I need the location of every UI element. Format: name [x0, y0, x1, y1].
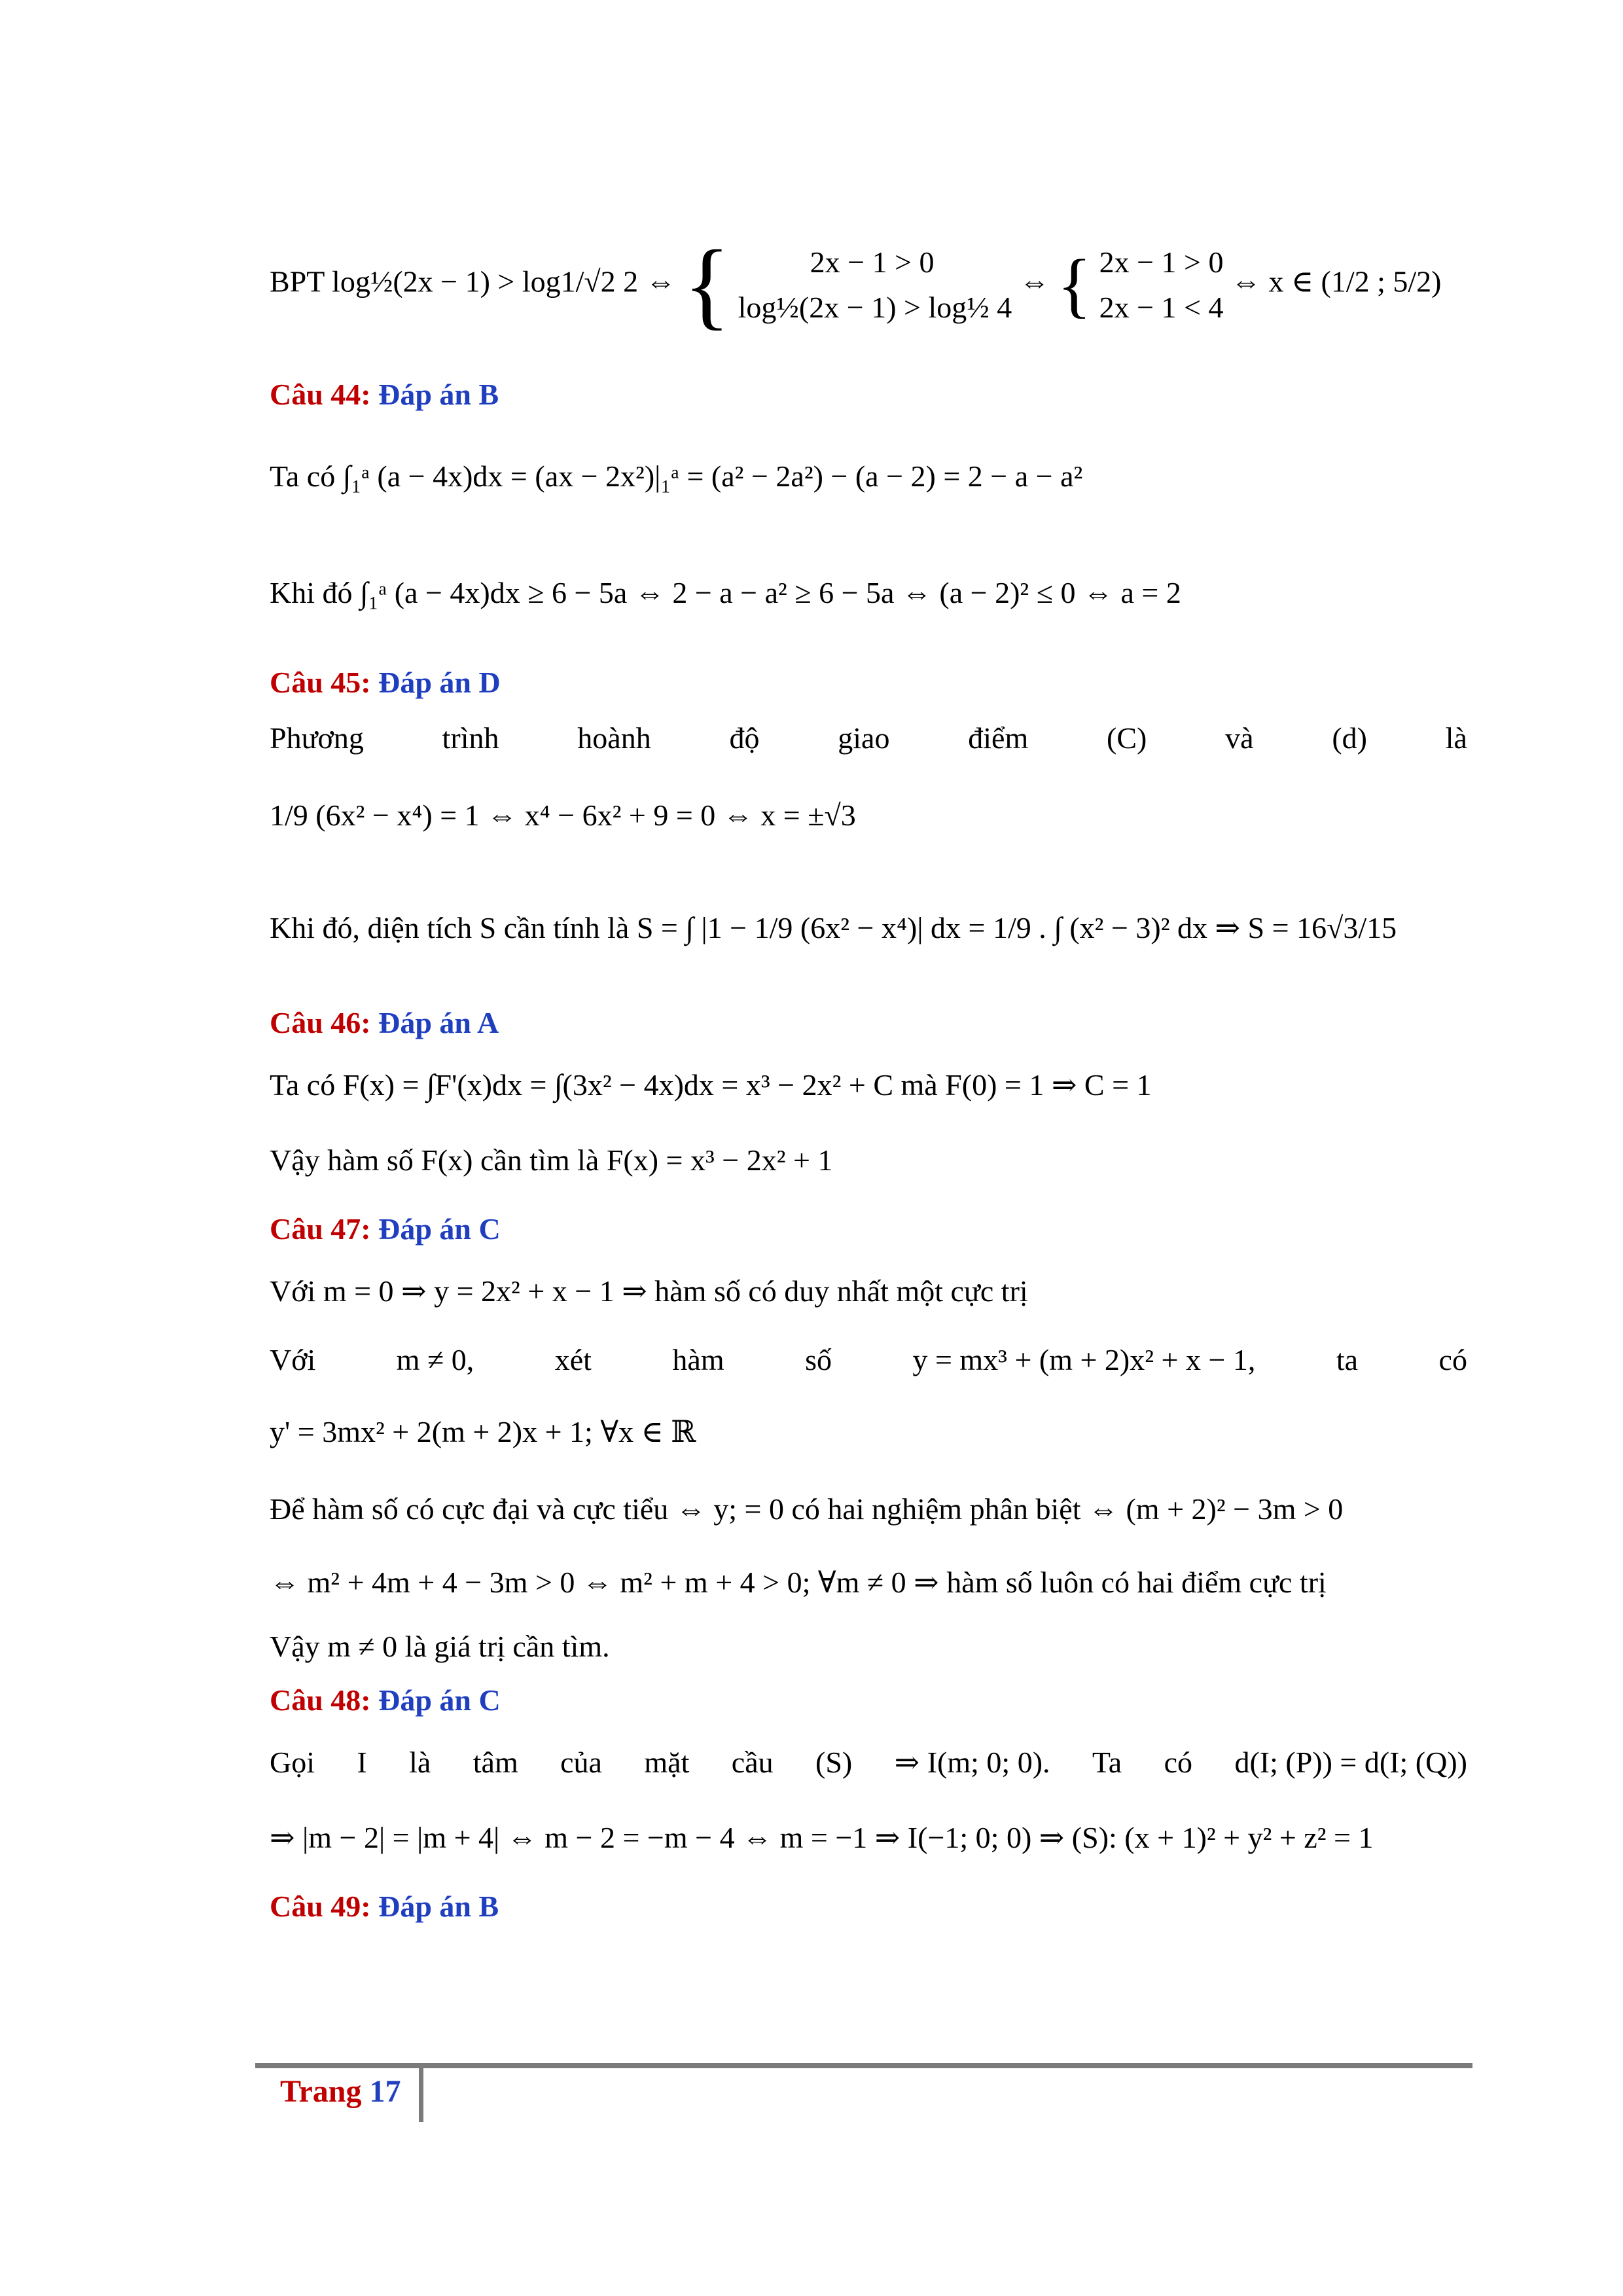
system-1-row-1: 2x − 1 > 0 — [810, 245, 935, 279]
bpt-line — [270, 230, 1467, 339]
answer-label: Đáp án A — [378, 1006, 499, 1039]
footer-tick — [419, 2068, 423, 2122]
word: và — [1225, 721, 1254, 755]
bpt-system-2 — [1099, 240, 1224, 330]
page-number — [280, 2073, 401, 2109]
q45-line-1 — [270, 720, 1467, 756]
system-2-row-2: 2x − 1 < 4 — [1099, 291, 1224, 324]
q47-line-3: y' = 3mx² + 2(m + 2)x + 1; ∀x ∈ ℝ — [270, 1415, 696, 1448]
system-2-row-1: 2x − 1 > 0 — [1099, 245, 1224, 279]
q47-line-2 — [270, 1342, 1467, 1378]
answer-label: Đáp án C — [378, 1683, 501, 1717]
word: điểm — [968, 721, 1029, 755]
q48-line-2: ⇒ |m − 2| = |m + 4| ⇔ m − 2 = −m − 4 ⇔ m = −1 ⇒ I(−1; 0; 0) ⇒ (S): (x + 1)² + y² + z² = 1 — [270, 1821, 1374, 1854]
word: là — [409, 1746, 431, 1779]
word: xét — [554, 1343, 592, 1376]
question-number: Câu 48: — [270, 1683, 371, 1717]
equivalence-sign: ⇔ — [1019, 264, 1050, 298]
word: y = mx³ + (m + 2)x² + x − 1, — [912, 1343, 1256, 1376]
word: Gọi — [270, 1746, 315, 1779]
word: cầu — [731, 1746, 774, 1779]
q46-line-1: Ta có F(x) = ∫F'(x)dx = ∫(3x² − 4x)dx = x³ − 2x² + C mà F(0) = 1 ⇒ C = 1 — [270, 1068, 1152, 1102]
page-label: Trang — [280, 2074, 362, 2109]
word: hàm — [672, 1343, 724, 1376]
word: I — [357, 1746, 367, 1779]
q44-line-2: Khi đó ∫₁ᵃ (a − 4x)dx ≥ 6 − 5a ⇔ 2 − a − a² ≥ 6 − 5a ⇔ (a − 2)² ≤ 0 ⇔ a = 2 — [270, 576, 1181, 609]
question-48-heading — [270, 1682, 1467, 1718]
left-brace-2: { — [1057, 245, 1092, 325]
word: Ta — [1092, 1746, 1122, 1779]
word: (S) — [815, 1746, 853, 1779]
bpt-label: BPT — [270, 264, 325, 298]
question-number: Câu 46: — [270, 1006, 371, 1039]
question-number: Câu 44: — [270, 378, 371, 411]
q48-line-1 — [270, 1744, 1467, 1780]
question-44-heading — [270, 376, 1467, 412]
word: trình — [442, 721, 499, 755]
q44-line-1: Ta có ∫₁ᵃ (a − 4x)dx = (ax − 2x²)|₁ᵃ = (a² − 2a²) − (a − 2) = 2 − a − a² — [270, 459, 1083, 493]
page-number-value: 17 — [369, 2074, 401, 2109]
word: số — [805, 1343, 832, 1376]
answer-label: Đáp án D — [378, 666, 501, 699]
question-47-heading — [270, 1211, 1467, 1247]
word: có — [1438, 1343, 1467, 1376]
question-number: Câu 45: — [270, 666, 371, 699]
word: m ≠ 0, — [396, 1343, 474, 1376]
question-46-heading — [270, 1005, 1467, 1041]
answer-label: Đáp án B — [378, 1890, 499, 1923]
q47-line-6: Vậy m ≠ 0 là giá trị cần tìm. — [270, 1630, 610, 1663]
q47-line-5: ⇔ m² + 4m + 4 − 3m > 0 ⇔ m² + m + 4 > 0; ∀m ≠ 0 ⇒ hàm số luôn có hai điểm cực trị — [270, 1566, 1327, 1599]
question-49-heading — [270, 1888, 1467, 1924]
word: ta — [1336, 1343, 1359, 1376]
answer-label: Đáp án C — [378, 1212, 501, 1246]
word: là — [1445, 721, 1467, 755]
word: Với — [270, 1343, 316, 1376]
word: của — [560, 1746, 602, 1779]
word: Phương — [270, 721, 364, 755]
q47-line-1: Với m = 0 ⇒ y = 2x² + x − 1 ⇒ hàm số có duy nhất một cực trị — [270, 1274, 1028, 1308]
q45-line-2: 1/9 (6x² − x⁴) = 1 ⇔ x⁴ − 6x² + 9 = 0 ⇔ x = ±√3 — [270, 798, 856, 832]
word: d(I; (P)) = d(I; (Q)) — [1234, 1746, 1467, 1779]
q46-line-2: Vậy hàm số F(x) cần tìm là F(x) = x³ − 2x² + 1 — [270, 1143, 833, 1177]
q45-line-3: Khi đó, diện tích S cần tính là S = ∫ |1 − 1/9 (6x² − x⁴)| dx = 1/9 . ∫ (x² − 3)² dx ⇒ S = 16√3/15 — [270, 911, 1397, 944]
left-brace: { — [683, 230, 731, 339]
word: giao — [838, 721, 890, 755]
question-number: Câu 49: — [270, 1890, 371, 1923]
question-45-heading — [270, 664, 1467, 700]
question-number: Câu 47: — [270, 1212, 371, 1246]
system-1-row-2: log½(2x − 1) > log½ 4 — [738, 291, 1012, 324]
word: mặt — [644, 1746, 690, 1779]
answer-label: Đáp án B — [378, 378, 499, 411]
word: có — [1164, 1746, 1193, 1779]
bpt-system-1 — [738, 240, 1012, 330]
word: (C) — [1107, 721, 1147, 755]
word: (d) — [1332, 721, 1367, 755]
bpt-expression: log½(2x − 1) > log1/√2 2 ⇔ — [332, 264, 676, 298]
q47-line-4: Để hàm số có cực đại và cực tiểu ⇔ y; = 0 có hai nghiệm phân biệt ⇔ (m + 2)² − 3m > 0 — [270, 1492, 1344, 1526]
word: hoành — [577, 721, 651, 755]
word: tâm — [473, 1746, 518, 1779]
bpt-result: ⇔ x ∈ (1/2 ; 5/2) — [1230, 264, 1442, 298]
word: độ — [729, 721, 760, 755]
word: ⇒ I(m; 0; 0). — [894, 1746, 1050, 1779]
footer-divider — [255, 2063, 1472, 2068]
